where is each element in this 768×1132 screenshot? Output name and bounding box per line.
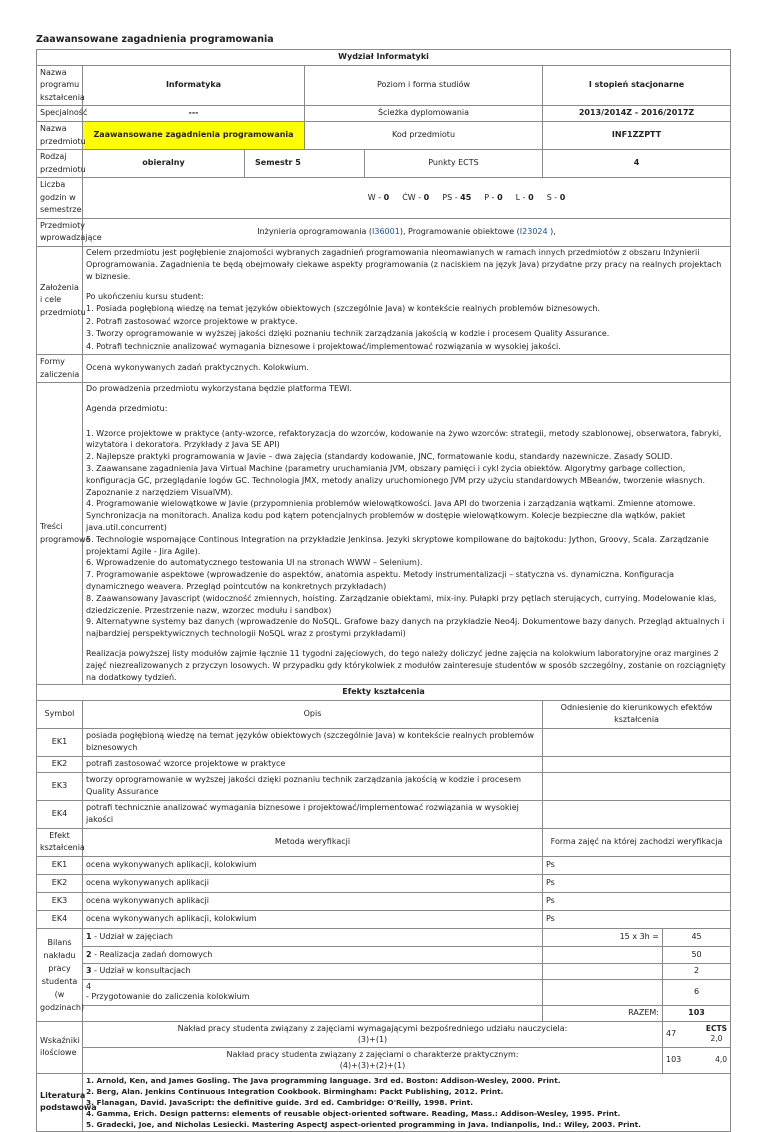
- verif-method: ocena wykonywanych aplikacji: [83, 892, 543, 910]
- verif-col-form: Forma zajęć na której zachodzi weryfikacja: [543, 828, 731, 856]
- effect-desc: potrafi zastosować wzorce projektowe w praktyce: [83, 756, 543, 772]
- balance-calc: [543, 963, 663, 979]
- hours-p: P - 0: [484, 192, 503, 202]
- program-value: Informatyka: [83, 65, 305, 106]
- effect-ref: [543, 756, 731, 772]
- verif-form: Ps: [543, 892, 731, 910]
- goals-item: 2. Potrafi zastosować wzorce projektowe w praktyce.: [86, 316, 298, 326]
- effect-ref: [543, 728, 731, 756]
- verif-symbol: EK4: [37, 910, 83, 928]
- prereq-link-1[interactable]: I36001: [372, 226, 400, 236]
- balance-item: 4 - Przygotowanie do zaliczenia kolokwium: [83, 979, 543, 1005]
- effect-symbol: EK3: [37, 772, 83, 800]
- effect-symbol: EK4: [37, 800, 83, 828]
- verif-symbol: EK2: [37, 874, 83, 892]
- verif-col-effect: Efekt kształcenia: [37, 828, 83, 856]
- page-title: Zaawansowane zagadnienia programowania: [36, 34, 274, 45]
- balance-item: 2 - Realizacja zadań domowych: [83, 946, 543, 963]
- content-item: 4. Programowanie wielowątkowe w Javie (przypomnienia problemów wielowątkowości. Java API do tworzenia i zarządzania wątkami. Zmienne atomowe. Synchronizacja na monitorach. Analiza kodu pod kątem potencjalnych problemów w dostępie wielowątkowym. Kolecje bezpieczne dla wątków, pakiet java.util.concurrent): [86, 499, 696, 532]
- balance-label: Bilans nakładu pracy studenta (w godzinach): [37, 928, 83, 1021]
- course-table: [36, 49, 731, 1132]
- goals-after: Po ukończeniu kursu student:: [86, 291, 204, 301]
- balance-calc: 15 x 3h =: [543, 928, 663, 946]
- verif-method: ocena wykonywanych aplikacji: [83, 874, 543, 892]
- indicators-label: Wskaźniki ilościowe: [37, 1021, 83, 1073]
- effects-col-desc: Opis: [83, 700, 543, 728]
- ects-cell: [706, 1024, 727, 1044]
- forms-value: Ocena wykonywanych zadań praktycznych. Kolokwium.: [83, 355, 731, 383]
- effect-ref: [543, 800, 731, 828]
- subject-value: Zaawansowane zagadnienia programowania: [83, 122, 305, 150]
- literature-item: 2. Berg, Alan. Jenkins Continuous Integration Cookbook. Birmingham: Packt Publishing, 2012. Print.: [86, 1086, 504, 1096]
- literature-item: 3. Flanagan, David. JavaScript: the definitive guide. 3rd ed. Cambridge: O'Reilly, 1998. Print.: [86, 1097, 474, 1107]
- balance-total-label: RAZEM:: [543, 1005, 663, 1021]
- literature-item: 1. Arnold, Ken, and James Gosling. The Java programming language. 3rd ed. Boston: Addison-Wesley, 2000. Print.: [86, 1075, 561, 1085]
- effect-symbol: EK2: [37, 756, 83, 772]
- balance-item: 3 - Udział w konsultacjach: [83, 963, 543, 979]
- hours-ps: PS - 45: [442, 192, 472, 202]
- indicator-1-value: 47 ECTS 2,0: [663, 1021, 731, 1047]
- indicator-2: Nakład pracy studenta związany z zajęciami o charakterze praktycznym: (4)+(3)+(2)+(1): [83, 1047, 663, 1073]
- prereq-value: Inżynieria oprogramowania (I36001), Programowanie obiektowe (I23024 ),: [83, 218, 731, 246]
- verif-form: Ps: [543, 874, 731, 892]
- hours-label: Liczba godzin w semestrze: [37, 178, 83, 219]
- balance-calc: [543, 979, 663, 1005]
- goals-item: 4. Potrafi technicznie analizować wymagania biznesowe i projektować/implementować rozwiązania w wysokiej jakości.: [86, 341, 561, 351]
- ects-label: Punkty ECTS: [365, 150, 543, 178]
- content-item: 2. Najlepsze praktyki programowania w Javie – dwa zajęcia (standardy kodowanie, JNC, formatowanie kodu, standardy nazewnicze. Zasady SOLID.: [86, 452, 673, 462]
- goals-item: 3. Tworzy oprogramowanie w wyższej jakości dzięki poznaniu technik zarządzania jakością w kodzie i procesem Quality Assurance.: [86, 329, 610, 338]
- goals-intro: Celem przedmiotu jest pogłębienie znajomości wybranych zagadnień programowania nieomawianych w ramach innych przedmiotów z obszaru Inżynierii Oprogramowania. Zagadnienia te będą obejmowały ciekawe aspekty programowania (z naciskiem na język Java) przydatne przy pracy na realnych projektach w biznesie.: [86, 247, 722, 281]
- verif-symbol: EK1: [37, 856, 83, 874]
- content-item: 1. Wzorce projektowe w praktyce (anty-wzorce, refaktoryzacja do wzorców, kodowanie na żywo wzorców: strategii, metody szablonowej, obserwatora, fabryki, wizytatora i dekoratora. Przykłady z Java SE API): [86, 428, 722, 450]
- ects-head: ECTS: [705, 1024, 728, 1034]
- content-item: 5. Technologie wspomające Continous Integration na przykładzie Jenkinsa. Jezyki skryptowe kompilowane do bajtokodu: Jython, Groovy, Scala. Zarządzanie projektami Agile - Jira Agile).: [86, 534, 709, 556]
- type-label: Rodzaj przedmiotu: [37, 150, 83, 178]
- prereq-label: Przedmioty wprowadzające: [37, 218, 83, 246]
- effects-col-ref: Odniesienie do kierunkowych efektów kształcenia: [543, 700, 731, 728]
- balance-value: 6: [663, 979, 731, 1005]
- content-body: [83, 383, 731, 685]
- spec-label: Specjalność: [37, 106, 83, 122]
- effect-desc: potrafi technicznie analizować wymagania biznesowe i projektować/implementować rozwiązania w wysokiej jakości: [83, 800, 543, 828]
- spec-value: ---: [83, 106, 305, 122]
- effects-col-symbol: Symbol: [37, 700, 83, 728]
- lit-label: Literatura podstawowa: [37, 1073, 83, 1131]
- code-label: Kod przedmiotu: [305, 122, 543, 150]
- goals-content: [83, 246, 731, 355]
- hours-row: [83, 178, 731, 219]
- content-item: 3. Zaawansane zagadnienia Java Virtual Machine (parametry uruchamiania JVM, obszary pamięci i cykl życia obiektów. Algorytmy garbage collection, konfiguracja GC, przeglądanie logów GC. Technologia JMX, metody analizy uruchomionego JVM przy użyciu standardowych MBeanów, tworzenie własnych. Zapoznanie z narzędziem VisualVM).: [86, 463, 706, 497]
- path-value: 2013/2014Z - 2016/2017Z: [543, 106, 731, 122]
- verif-method: ocena wykonywanych aplikacji, kolokwium: [83, 910, 543, 928]
- balance-total-value: 103: [663, 1005, 731, 1021]
- faculty-header: Wydział Informatyki: [37, 50, 731, 66]
- content-intro: Do prowadzenia przedmiotu wykorzystana będzie platforma TEWI.: [86, 384, 352, 393]
- goals-label: Założenia i cele przedmiotu: [37, 246, 83, 355]
- indicator-2-value: 103 4,0: [663, 1047, 731, 1073]
- forms-label: Formy zaliczenia: [37, 355, 83, 383]
- effect-symbol: EK1: [37, 728, 83, 756]
- content-item: 8. Zaawansowany Javascript (widoczność zmiennych, hoisting. Zarządzanie obiektami, mix-iny. Pułapki przy pętlach sterujących, currying. Modelowanie klas, dziedziczenie. Przestrzenie nazw, wzorzec modułu i sandbox): [86, 593, 717, 615]
- content-note: Realizacja powyższej listy modułów zajmie łącznie 11 tygodni zajęciowych, do tego należy doliczyć jedne zajęcia na kolokwium laboratoryjne oraz margines 2 zajęć niezrealizowanych z przyczyn losowych. W przypadku gdy którykolwiek z modułów zainteresuje studentów w sposób szczególny, zostanie on rozciągnięty na dodatkowy tydzień.: [86, 648, 726, 682]
- literature-item: 5. Gradecki, Joe, and Nicholas Lesiecki. Mastering AspectJ aspect-oriented programming in Java. Indianpolis, Ind.: Wiley, 2003. Print.: [86, 1119, 641, 1129]
- content-label: Treści programowe: [37, 383, 83, 685]
- verif-form: Ps: [543, 856, 731, 874]
- subject-label: Nazwa przedmiotu: [37, 122, 83, 150]
- hours-l: L - 0: [515, 192, 534, 202]
- verif-form: Ps: [543, 910, 731, 928]
- effect-desc: posiada pogłębioną wiedzę na temat języków obiektowych (szczególnie Java) w kontekście realnych problemów biznesowych: [83, 728, 543, 756]
- balance-value: 45: [663, 928, 731, 946]
- balance-total-spacer: [83, 1005, 543, 1021]
- prereq-link-2[interactable]: I23024: [519, 226, 548, 236]
- effects-header: Efekty kształcenia: [37, 685, 731, 701]
- effect-desc: tworzy oprogramowanie w wyższej jakości dzięki poznaniu technik zarządzania jakością w kodzie i procesem Quality Assurance: [83, 772, 543, 800]
- hours-w: W - 0: [367, 192, 390, 202]
- effect-ref: [543, 772, 731, 800]
- goals-item: 1. Posiada pogłębioną wiedzę na temat języków obiektowych (szczególnie Java) w kontekście realnych problemów biznesowych.: [86, 304, 601, 313]
- level-label: Poziom i forma studiów: [305, 65, 543, 106]
- semester-value: Semestr 5: [245, 150, 365, 178]
- verif-symbol: EK3: [37, 892, 83, 910]
- balance-item: 1 - Udział w zajęciach: [83, 928, 543, 946]
- balance-value: 2: [663, 963, 731, 979]
- path-label: Ścieżka dyplomowania: [305, 106, 543, 122]
- content-item: 9. Alternatywne systemy baz danych (wprowadzenie do NoSQL. Grafowe bazy danych na przykładzie Neo4j. Dokumentowe bazy danych. Przegląd aktualnych i najbardziej perspektywicznych technologii NoSQL wraz z prostymi przykładami): [86, 617, 725, 639]
- type-value: obieralny: [83, 150, 245, 178]
- indicator-1: Nakład pracy studenta związany z zajęciami wymagającymi bezpośredniego udziału nauczyciela: (3)+(1): [83, 1021, 663, 1047]
- hours-cw: ĆW - 0: [402, 192, 430, 202]
- balance-value: 50: [663, 946, 731, 963]
- balance-calc: [543, 946, 663, 963]
- literature-list: [83, 1073, 731, 1131]
- ects-value: 2,0: [710, 1034, 723, 1044]
- ects-value: 4: [543, 150, 731, 178]
- verif-method: ocena wykonywanych aplikacji, kolokwium: [83, 856, 543, 874]
- content-item: 6. Wprowadzenie do automatycznego testowania UI na stronach WWW – Selenium).: [86, 558, 423, 568]
- content-item: 7. Programowanie aspektowe (wprowadzenie do aspektów, anatomia aspektu. Metody instrumentalizacji – statyczna vs. dynamiczna. Konfiguracja dynamicznego weavera. Przegląd pointcutów na konkretnych przykładach): [86, 570, 674, 591]
- hours-s: S - 0: [546, 192, 566, 202]
- ects-cell: [715, 1055, 727, 1065]
- verif-col-method: Metoda weryfikacji: [83, 828, 543, 856]
- ects-value: 4,0: [715, 1055, 728, 1065]
- literature-item: 4. Gamma, Erich. Design patterns: elements of reusable object-oriented software. Reading, Mass.: Addison-Wesley, 1995. Print.: [86, 1108, 621, 1118]
- level-value: I stopień stacjonarne: [543, 65, 731, 106]
- content-agenda: Agenda przedmiotu:: [86, 403, 168, 413]
- program-label: Nazwa programu kształcenia: [37, 65, 83, 106]
- code-value: INF1ZZPTT: [543, 122, 731, 150]
